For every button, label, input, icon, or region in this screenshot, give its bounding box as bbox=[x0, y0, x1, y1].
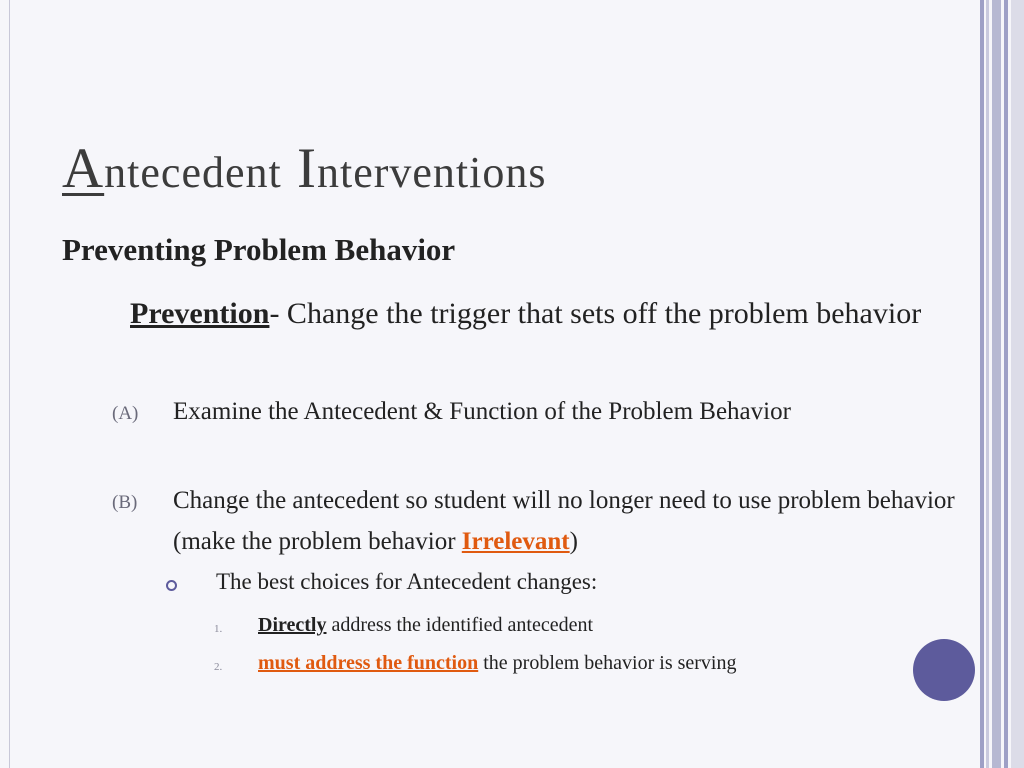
list-marker-b: (B) bbox=[112, 492, 138, 513]
bullet-ring-icon bbox=[166, 580, 177, 591]
prevention-paragraph bbox=[130, 290, 930, 338]
list-item-a: Examine the Antecedent & Function of the Problem Behavior bbox=[173, 398, 791, 425]
numbered-item-1 bbox=[258, 614, 593, 637]
title-word2-rest: nterventions bbox=[316, 148, 547, 197]
title-initial-a: A bbox=[62, 137, 105, 200]
sub-bullet-text: The best choices for Antecedent changes: bbox=[216, 569, 598, 594]
numbered-item-1-keyword: Directly bbox=[258, 614, 327, 636]
right-decor-stripe bbox=[1004, 0, 1008, 768]
right-decor-stripe bbox=[986, 0, 989, 768]
numbered-marker-2: 2. bbox=[214, 661, 223, 673]
numbered-item-2 bbox=[258, 652, 737, 675]
numbered-item-1-text: address the identified antecedent bbox=[326, 614, 594, 636]
subheading: Preventing Problem Behavior bbox=[62, 232, 456, 267]
title-initial-i: I bbox=[297, 137, 317, 200]
prevention-text: - Change the trigger that sets off the problem behavior bbox=[269, 297, 922, 330]
slide-title bbox=[62, 136, 547, 201]
numbered-item-2-text: the problem behavior is serving bbox=[478, 652, 737, 674]
numbered-item-2-keyword: must address the function bbox=[258, 652, 479, 674]
irrelevant-keyword: Irrelevant bbox=[461, 528, 570, 555]
list-item-b-close: ) bbox=[569, 528, 578, 555]
list-marker-a: (A) bbox=[112, 403, 139, 424]
right-decor-stripe bbox=[1011, 0, 1024, 768]
right-decor-stripe bbox=[980, 0, 984, 768]
prevention-keyword: Prevention bbox=[130, 297, 270, 330]
list-item-b-text: Change the antecedent so student will no longer need to use problem behavior (make the problem behavior bbox=[173, 487, 955, 555]
numbered-marker-1: 1. bbox=[214, 623, 223, 635]
decorative-circle bbox=[913, 639, 975, 701]
title-word1-rest: ntecedent bbox=[104, 148, 282, 197]
left-border-line bbox=[9, 0, 10, 768]
right-decor-stripe bbox=[992, 0, 1001, 768]
list-item-b bbox=[173, 480, 973, 562]
